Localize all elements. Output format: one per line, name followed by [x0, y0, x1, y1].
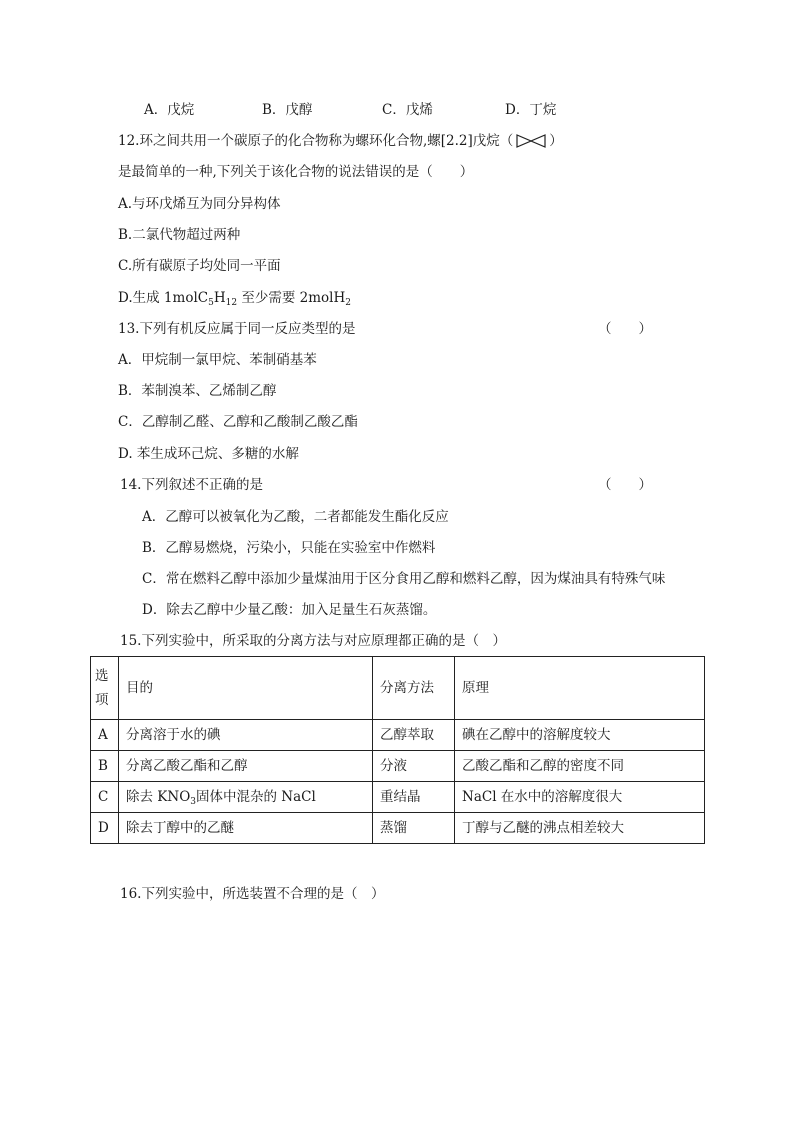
cell-goal-text: 除去 KNO: [126, 789, 191, 805]
cell-method: 蒸馏: [373, 813, 455, 844]
q12-option-d-text: D.生成 1molC: [118, 290, 209, 306]
q14-option-b: B．乙醇易燃烧，污染小，只能在实验室中作燃料: [142, 540, 436, 556]
q11-option-a: A．戊烷: [144, 102, 195, 118]
cell-principle: 乙酸乙酯和乙醇的密度不同: [455, 751, 705, 782]
q12-option-b: B.二氯代物超过两种: [118, 227, 241, 243]
q13-option-d: D. 苯生成环己烷、多糖的水解: [118, 446, 299, 462]
q12-option-d: [118, 288, 351, 308]
q13-option-a: A．甲烷制一氯甲烷、苯制硝基苯: [118, 352, 317, 368]
q15-stem: 15.下列实验中，所采取的分离方法与对应原理都正确的是（ ）: [120, 633, 506, 649]
q13-answer-paren: （ ）: [598, 321, 652, 337]
cell-option: D: [91, 813, 119, 844]
q12-option-d-text: 至少需要 2molH: [237, 290, 346, 306]
q13-option-b: B．苯制溴苯、乙烯制乙醇: [118, 383, 277, 399]
cell-method: 乙醇萃取: [373, 720, 455, 751]
table-row: [91, 813, 705, 844]
q12-option-d-text: H: [213, 290, 226, 306]
q15-table: [90, 656, 705, 844]
cell-method: 重结晶: [373, 782, 455, 813]
q12-stem-line2: 是最简单的一种,下列关于该化合物的说法错误的是（ ）: [118, 164, 474, 180]
cell-option: A: [91, 720, 119, 751]
table-row: [91, 751, 705, 782]
q14-stem: 14.下列叙述不正确的是: [120, 477, 263, 493]
q11-option-c: C．戊烯: [382, 102, 433, 118]
cell-option: C: [91, 782, 119, 813]
header-goal: 目的: [119, 657, 373, 720]
q13-option-c: C．乙醇制乙醛、乙醇和乙酸制乙酸乙酯: [118, 414, 358, 430]
q14-option-a: A．乙醇可以被氧化为乙酸，二者都能发生酯化反应: [142, 509, 449, 525]
cell-principle: NaCl 在水中的溶解度很大: [455, 782, 705, 813]
cell-goal: 分离乙酸乙酯和乙醇: [119, 751, 373, 782]
cell-goal: 分离溶于水的碘: [119, 720, 373, 751]
cell-goal: [119, 782, 373, 813]
cell-option: B: [91, 751, 119, 782]
spiropentane-structure-icon: [515, 133, 547, 149]
subscript: 12: [225, 298, 238, 308]
table-header-row: [91, 657, 705, 720]
subscript: 5: [208, 298, 214, 308]
cell-principle: 丁醇与乙醚的沸点相差较大: [455, 813, 705, 844]
cell-goal-text: 固体中混杂的 NaCl: [196, 789, 316, 805]
header-option: 选项: [91, 657, 119, 720]
q12-option-a: A.与环戊烯互为同分异构体: [118, 196, 281, 212]
cell-principle: 碘在乙醇中的溶解度较大: [455, 720, 705, 751]
q14-option-c: C．常在燃料乙醇中添加少量煤油用于区分食用乙醇和燃料乙醇，因为煤油具有特殊气味: [142, 571, 666, 587]
table-row: [91, 782, 705, 813]
subscript: 3: [190, 797, 196, 807]
q14-answer-paren: （ ）: [598, 477, 652, 493]
subscript: 2: [345, 298, 351, 308]
q16-stem: 16.下列实验中，所选装置不合理的是（ ）: [120, 886, 385, 902]
q12-option-c: C.所有碳原子均处同一平面: [118, 258, 281, 274]
q11-option-b: B．戊醇: [262, 102, 313, 118]
table-row: [91, 720, 705, 751]
q11-option-d: D．丁烷: [505, 102, 557, 118]
cell-method: 分液: [373, 751, 455, 782]
q12-stem-text: 12.环之间共用一个碳原子的化合物称为螺环化合物,螺[2.2]戊烷（: [118, 133, 514, 149]
cell-goal: 除去丁醇中的乙醚: [119, 813, 373, 844]
header-method: 分离方法: [373, 657, 455, 720]
q12-stem-close: ）: [549, 133, 563, 149]
header-principle: 原理: [455, 657, 705, 720]
q14-option-d: D．除去乙醇中少量乙酸：加入足量生石灰蒸馏。: [142, 602, 437, 618]
q13-stem: 13.下列有机反应属于同一反应类型的是: [118, 321, 356, 337]
q12-stem: [118, 131, 563, 151]
